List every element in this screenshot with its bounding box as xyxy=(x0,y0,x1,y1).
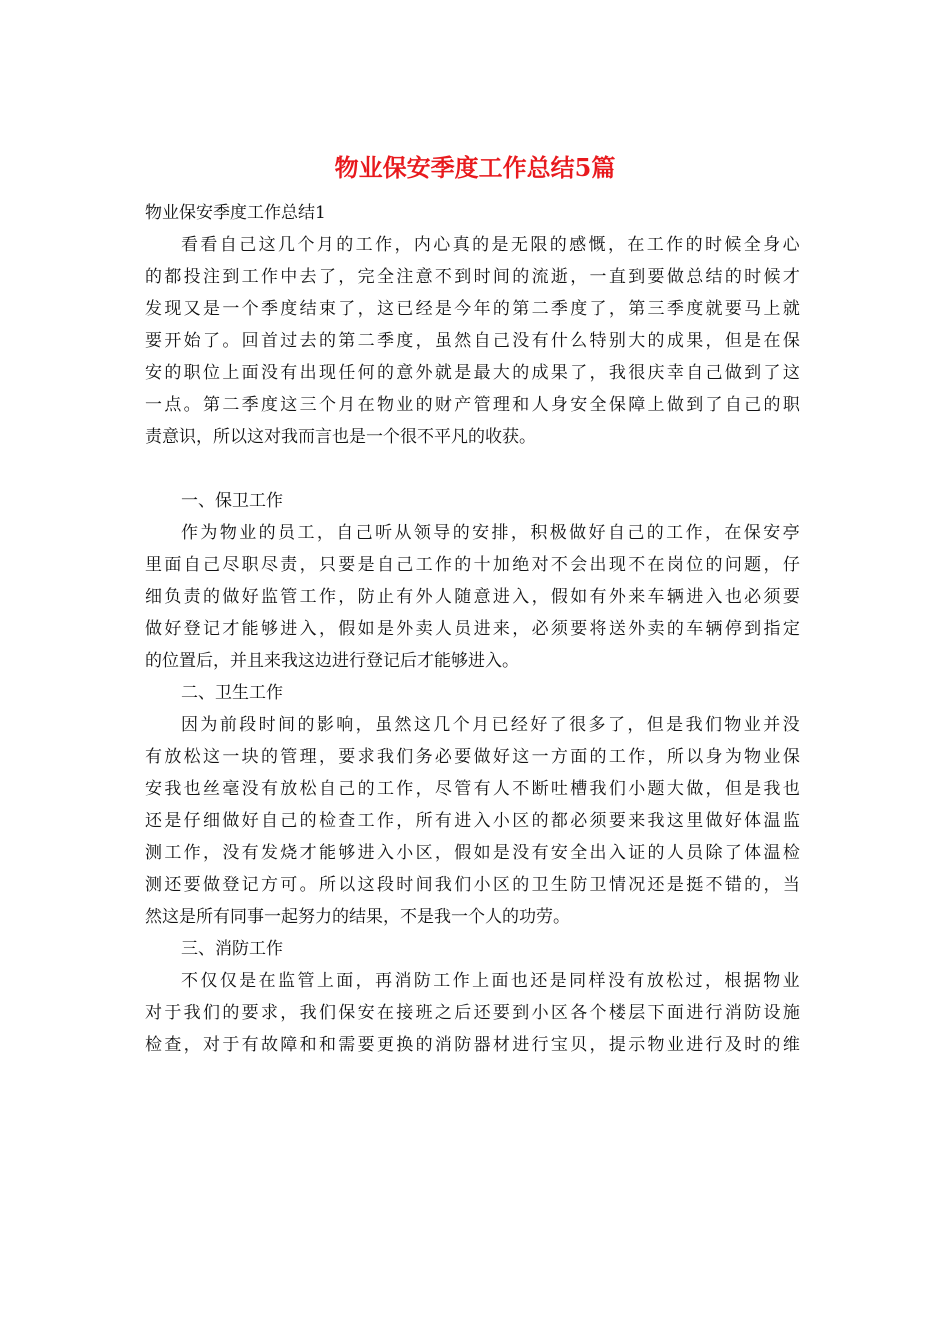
text-line: 对 于 我 们 的 要 求 ， 我 们 保 安 在 接 班 之 后 还 要 到 小 区 各 个 楼 层 下 面 进 行 消 防 设 施 xyxy=(145,1003,800,1023)
paragraph-spacer xyxy=(145,453,800,485)
text-line: 不 仅 仅 是 在 监 管 上 面 ， 再 消 防 工 作 上 面 也 还 是 同 样 没 有 放 松 过 ， 根 据 物 业 xyxy=(181,971,800,991)
text-line: 看 看 自 己 这 几 个 月 的 工 作 ， 内 心 真 的 是 无 限 的 感 慨 ， 在 工 作 的 时 候 全 身 心 xyxy=(181,235,800,255)
section-hygiene xyxy=(145,677,800,933)
text-line: 测 还 要 做 登 记 方 可 。 所 以 这 段 时 间 我 们 小 区 的 卫 生 防 卫 情 况 还 是 挺 不 错 的 ， 当 xyxy=(145,875,800,895)
section-heading: 二、卫生工作 xyxy=(181,683,283,703)
text-line-last: 的位置后，并且来我这边进行登记后才能够进入。 xyxy=(145,651,519,671)
text-line: 还 是 仔 细 做 好 自 己 的 检 查 工 作 ， 所 有 进 入 小 区 的 都 必 须 要 来 我 这 里 做 好 体 温 监 xyxy=(145,811,800,831)
section-fire-safety xyxy=(145,933,800,1061)
text-line: 安 我 也 丝 毫 没 有 放 松 自 己 的 工 作 ， 尽 管 有 人 不 断 吐 槽 我 们 小 题 大 做 ， 但 是 我 也 xyxy=(145,779,800,799)
section-heading: 三、消防工作 xyxy=(181,939,283,959)
text-line: 发 现 又 是 一 个 季 度 结 束 了 ， 这 已 经 是 今 年 的 第 二 季 度 了 ， 第 三 季 度 就 要 马 上 就 xyxy=(145,299,800,319)
text-line: 作 为 物 业 的 员 工 ， 自 己 听 从 领 导 的 安 排 ， 积 极 做 好 自 己 的 工 作 ， 在 保 安 亭 xyxy=(181,523,800,543)
text-line: 的 都 投 注 到 工 作 中 去 了 ， 完 全 注 意 不 到 时 间 的 流 逝 ， 一 直 到 要 做 总 结 的 时 候 才 xyxy=(145,267,800,287)
document-title: 物业保安季度工作总结5篇 xyxy=(334,153,616,182)
intro-paragraph xyxy=(145,229,800,453)
article-subtitle: 物业保安季度工作总结1 xyxy=(145,203,326,223)
text-line: 做 好 登 记 才 能 够 进 入 ， 假 如 是 外 卖 人 员 进 来 ， 必 须 要 将 送 外 卖 的 车 辆 停 到 指 定 xyxy=(145,619,800,639)
text-line: 检 查 ， 对 于 有 故 障 和 和 需 要 更 换 的 消 防 器 材 进 行 宝 贝 ， 提 示 物 业 进 行 及 时 的 维 xyxy=(145,1035,800,1055)
text-line: 安 的 职 位 上 面 没 有 出 现 任 何 的 意 外 就 是 最 大 的 成 果 了 ， 我 很 庆 幸 自 己 做 到 了 这 xyxy=(145,363,800,383)
text-line: 里 面 自 己 尽 职 尽 责 ， 只 要 是 自 己 工 作 的 十 加 绝 对 不 会 出 现 不 在 岗 位 的 问 题 ， 仔 xyxy=(145,555,800,575)
text-line-last: 然这是所有同事一起努力的结果，不是我一个人的功劳。 xyxy=(145,907,570,927)
section-security xyxy=(145,485,800,677)
document-body xyxy=(145,197,800,1061)
text-line: 因 为 前 段 时 间 的 影 响 ， 虽 然 这 几 个 月 已 经 好 了 很 多 了 ， 但 是 我 们 物 业 并 没 xyxy=(181,715,800,735)
text-line: 细 负 责 的 做 好 监 管 工 作 ， 防 止 有 外 人 随 意 进 入 ， 假 如 有 外 来 车 辆 进 入 也 必 须 要 xyxy=(145,587,800,607)
text-line-last: 责意识，所以这对我而言也是一个很不平凡的收获。 xyxy=(145,427,536,447)
text-line: 测 工 作 ， 没 有 发 烧 才 能 够 进 入 小 区 ， 假 如 是 没 有 安 全 出 入 证 的 人 员 除 了 体 温 检 xyxy=(145,843,800,863)
text-line: 要 开 始 了 。 回 首 过 去 的 第 二 季 度 ， 虽 然 自 己 没 有 什 么 特 别 大 的 成 果 ， 但 是 在 保 xyxy=(145,331,800,351)
text-line: 一 点 。 第 二 季 度 这 三 个 月 在 物 业 的 财 产 管 理 和 人 身 安 全 保 障 上 做 到 了 自 己 的 职 xyxy=(145,395,800,415)
text-line: 有 放 松 这 一 块 的 管 理 ， 要 求 我 们 务 必 要 做 好 这 一 方 面 的 工 作 ， 所 以 身 为 物 业 保 xyxy=(145,747,800,767)
section-heading: 一、保卫工作 xyxy=(181,491,283,511)
